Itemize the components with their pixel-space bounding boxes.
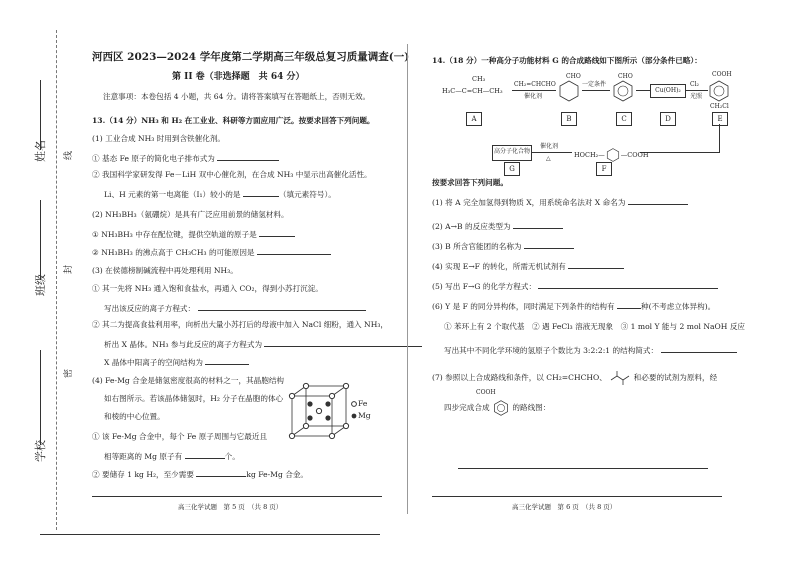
dichloride-structure	[609, 370, 631, 386]
school-underline	[40, 350, 41, 445]
q13-3b-text: 析出 X 晶体。NH₃ 参与此反应的离子方程式为	[104, 340, 263, 349]
polymer-box: 高分子化合物	[492, 145, 532, 161]
arrow3	[636, 90, 650, 91]
compound-b-ring	[558, 80, 580, 102]
q13-part2: (2) NH₃BH₃（氨硼烷）是具有广泛应用前景的储氢材料。	[92, 210, 289, 219]
f-arrow-catalyst: 催化剂	[540, 143, 559, 150]
q13-3a-text: 写出该反应的离子方程式：	[104, 304, 196, 313]
q13-3a-answer[interactable]	[198, 302, 366, 311]
q13-1a-answer[interactable]	[217, 152, 279, 161]
seal-line-mark: 线	[64, 150, 74, 160]
q13-4e-tail: 个。	[224, 452, 240, 461]
legend-mg-icon	[352, 414, 357, 419]
q14-7	[432, 370, 717, 386]
class-label: 班级	[34, 274, 47, 296]
q13-part3-b: ② 其二为提高食盐利用率，向析出大量小苏打后的母液中加入 NaCl 细粉，通入 NH₃，	[92, 320, 388, 329]
q13-2b-answer[interactable]	[257, 246, 331, 255]
arrow2-condition: 一定条件	[582, 81, 607, 88]
q13-1b-answer[interactable]	[243, 188, 279, 197]
label-c-box: C	[616, 112, 632, 126]
cell-front-face	[292, 396, 332, 436]
q14-2-text: (2) A→B 的反应类型为	[432, 222, 511, 231]
q13-part3: (3) 在侯德榜制碱流程中再处理利用 NH₃。	[92, 266, 238, 275]
q14-6-tail: 种(不考虑立体异构)。	[641, 302, 716, 311]
binding-line	[56, 30, 57, 530]
q13-4f-answer[interactable]	[196, 468, 246, 477]
label-b-box: B	[561, 112, 577, 126]
q13-part4-b: 如右图所示。若该晶体储氢时，H₂ 分子在晶胞的体心	[104, 394, 284, 403]
q13-1b-tail: （填元素符号）。	[278, 190, 336, 199]
q13-part3-b3	[104, 356, 249, 368]
q13-intro: 13.（14 分）NH₃ 和 H₂ 在工业业、科研等方面应用广泛。按要求回答下列问题。	[92, 116, 375, 125]
seal-fen-mark: 封	[64, 264, 74, 274]
compound-a: H₃C—C=CH—CH₃	[442, 87, 503, 95]
compound-f-right: —COOH	[620, 151, 649, 159]
q14-5-answer[interactable]	[538, 280, 718, 289]
q14-1	[432, 196, 688, 208]
q14-7b-text: 四步完成合成	[444, 403, 490, 412]
q13-part3-b2	[104, 338, 422, 350]
return-arrow-left	[640, 152, 720, 153]
q14-6-write-text: 写出其中不同化学环境的氢原子个数比为 3:2:2:1 的结构简式：	[444, 346, 659, 355]
left-page-footer: 高三化学试题 第 5 页 （共 8 页）	[178, 503, 283, 511]
q13-3b3-text: X 晶体中阳离子的空间结构为	[104, 358, 203, 367]
q13-part2-b	[92, 246, 331, 258]
cell-back-face	[306, 386, 346, 426]
seal-mi-mark: 密	[64, 368, 74, 378]
q13-2a-text: ① NH₃BH₃ 中存在配位键，提供空轨道的原子是	[92, 230, 257, 239]
q13-part4-d: ① 该 Fe-Mg 合金中，每个 Fe 原子周围与它最近且	[92, 432, 268, 441]
return-arrow-down	[719, 124, 720, 152]
q13-part2-a	[92, 228, 295, 240]
arrow1-condition: 催化剂	[524, 93, 543, 100]
compound-e-group-bottom: CH₂Cl	[710, 103, 729, 110]
name-label: 姓名	[34, 140, 47, 162]
label-a-box: A	[466, 112, 482, 126]
legend-fe-icon	[352, 402, 357, 407]
q14-1-text: (1) 将 A 完全加氢得到物质 X，用系统命名法对 X 命名为	[432, 198, 626, 207]
q13-part3-a: ① 其一先将 NH₃ 通入饱和食盐水，再通入 CO₂，得到小苏打沉淀。	[92, 284, 323, 293]
label-f-box: F	[596, 162, 612, 176]
q14-5-text: (5) 写出 F→G 的化学方程式：	[432, 282, 537, 291]
legend-mg-label: Mg	[358, 411, 371, 420]
school-label: 学校	[34, 440, 47, 462]
answer-line-q7[interactable]	[458, 468, 708, 469]
q14-3	[432, 240, 574, 252]
arrow1	[512, 90, 556, 91]
q14-6-write-answer[interactable]	[661, 344, 737, 353]
compound-e-group-top: COOH	[712, 71, 732, 78]
q14-4-answer[interactable]	[568, 260, 624, 269]
target-molecule-ring	[492, 400, 510, 416]
q14-4-text: (4) 实现 E→F 的转化，所需无机试剂有	[432, 262, 566, 271]
q13-part1: (1) 工业合成 NH₃ 时用到含铁催化剂。	[92, 134, 226, 143]
q14-4	[432, 260, 624, 272]
q13-part4-e	[104, 450, 240, 462]
q14-5	[432, 280, 718, 292]
q14-6-text: (6) Y 是 F 的同分异构体，同时满足下列条件的结构有	[432, 302, 615, 311]
arrow4-reagent: Cl₂	[690, 81, 699, 88]
q14-6-answer[interactable]	[617, 300, 641, 309]
answer-intro: 按要求回答下列问题。	[432, 178, 508, 187]
q14-6-write	[444, 344, 737, 356]
section-title: 第 II 卷（非选择题 共 64 分）	[172, 72, 305, 82]
notice-text: 注意事项：本卷包括 4 小题，共 64 分。请将答案填写在答题纸上，否则无效。	[103, 92, 371, 101]
q14-7-text: (7) 参照以上合成路线和条件，以 CH₂=CHCHO、	[432, 373, 607, 382]
q14-7-tail: 和必要的试剂为原料，经	[633, 373, 718, 382]
q13-4f-tail: kg Fe-Mg 合金。	[246, 470, 309, 479]
compound-c-ring	[612, 80, 634, 102]
q13-part1-b: ② 我国科学家研发得 Fe－LiH 双中心催化剂，在合成 NH₃ 中显示出高催化活性。	[92, 170, 372, 179]
q13-4f-text: ② 要储存 1 kg H₂，至少需要	[92, 470, 194, 479]
class-underline	[40, 200, 41, 280]
f-to-g-arrow	[532, 152, 572, 153]
q13-part4-c: 和棱的中心位置。	[104, 412, 165, 421]
arrow2	[582, 90, 610, 91]
q14-7-target-label: COOH	[476, 389, 496, 396]
compound-f-left: HOCH₂—	[574, 151, 605, 159]
q13-2b-text: ② NH₃BH₃ 的沸点高于 CH₃CH₃ 的可能原因是	[92, 248, 255, 257]
q13-part4: (4) Fe-Mg 合金是储氢密度很高的材料之一，其晶胞结构	[92, 376, 285, 385]
q14-6	[432, 300, 715, 312]
page-divider	[407, 44, 408, 514]
arrow4	[686, 90, 708, 91]
q14-2-answer[interactable]	[513, 220, 563, 229]
left-footer-rule	[92, 496, 382, 497]
f-arrow-heat: △	[546, 155, 551, 162]
bottom-rule	[40, 534, 380, 535]
q14-7b-tail: 的路线图：	[512, 403, 551, 412]
q14-7-b	[444, 400, 550, 416]
label-d-box: D	[660, 112, 676, 126]
compound-f-ring	[605, 148, 621, 162]
q13-part4-f	[92, 468, 308, 480]
q13-2a-answer[interactable]	[259, 228, 295, 237]
arrow4-condition: 光照	[690, 93, 703, 100]
legend-fe-label: Fe	[358, 399, 368, 408]
compound-c-group: CHO	[618, 73, 633, 80]
compound-b-group: CHO	[566, 73, 581, 80]
q13-4e-text: 相等距离的 Mg 原子有	[104, 452, 183, 461]
q13-3b3-answer[interactable]	[205, 356, 249, 365]
q13-1a-text: ① 基态 Fe 原子的简化电子排布式为	[92, 154, 215, 163]
q13-part3-a2	[104, 302, 366, 314]
right-footer-rule	[432, 496, 722, 497]
name-underline	[40, 80, 41, 150]
q13-part1-a	[92, 152, 279, 164]
q14-1-answer[interactable]	[628, 196, 688, 205]
q13-1b-text: Li、H 元素的第一电离能（I₁）较小的是	[104, 190, 241, 199]
q13-4e-answer[interactable]	[185, 450, 225, 459]
q14-3-text: (3) B 所含官能团的名称为	[432, 242, 522, 251]
label-g-box: G	[504, 162, 520, 176]
arrow1-reagent: CH₂=CHCHO	[514, 81, 556, 88]
q13-part1-b2	[104, 188, 336, 200]
q14-intro: 14.（18 分）一种高分子功能材料 G 的合成路线如下图所示（部分条件已略）：	[432, 56, 702, 65]
label-e-box: E	[712, 112, 728, 126]
compound-f	[574, 148, 649, 162]
q14-6-conditions: ① 苯环上有 2 个取代基 ② 遇 FeCl₃ 溶液无现象 ③ 1 mol Y 能与 2 mol NaOH 反应	[444, 322, 746, 331]
q13-3b-answer[interactable]	[264, 338, 422, 347]
q14-2	[432, 220, 563, 232]
compound-a-substituent: CH₃	[472, 75, 486, 83]
compound-e-ring	[708, 80, 730, 102]
reagent-c-box: Cu(OH)₂	[650, 84, 686, 98]
right-page-footer: 高三化学试题 第 6 页 （共 8 页）	[512, 503, 617, 511]
exam-title: 河西区 2023—2024 学年度第二学期高三年级总复习质量调查(一)	[92, 51, 410, 63]
q14-3-answer[interactable]	[524, 240, 574, 249]
